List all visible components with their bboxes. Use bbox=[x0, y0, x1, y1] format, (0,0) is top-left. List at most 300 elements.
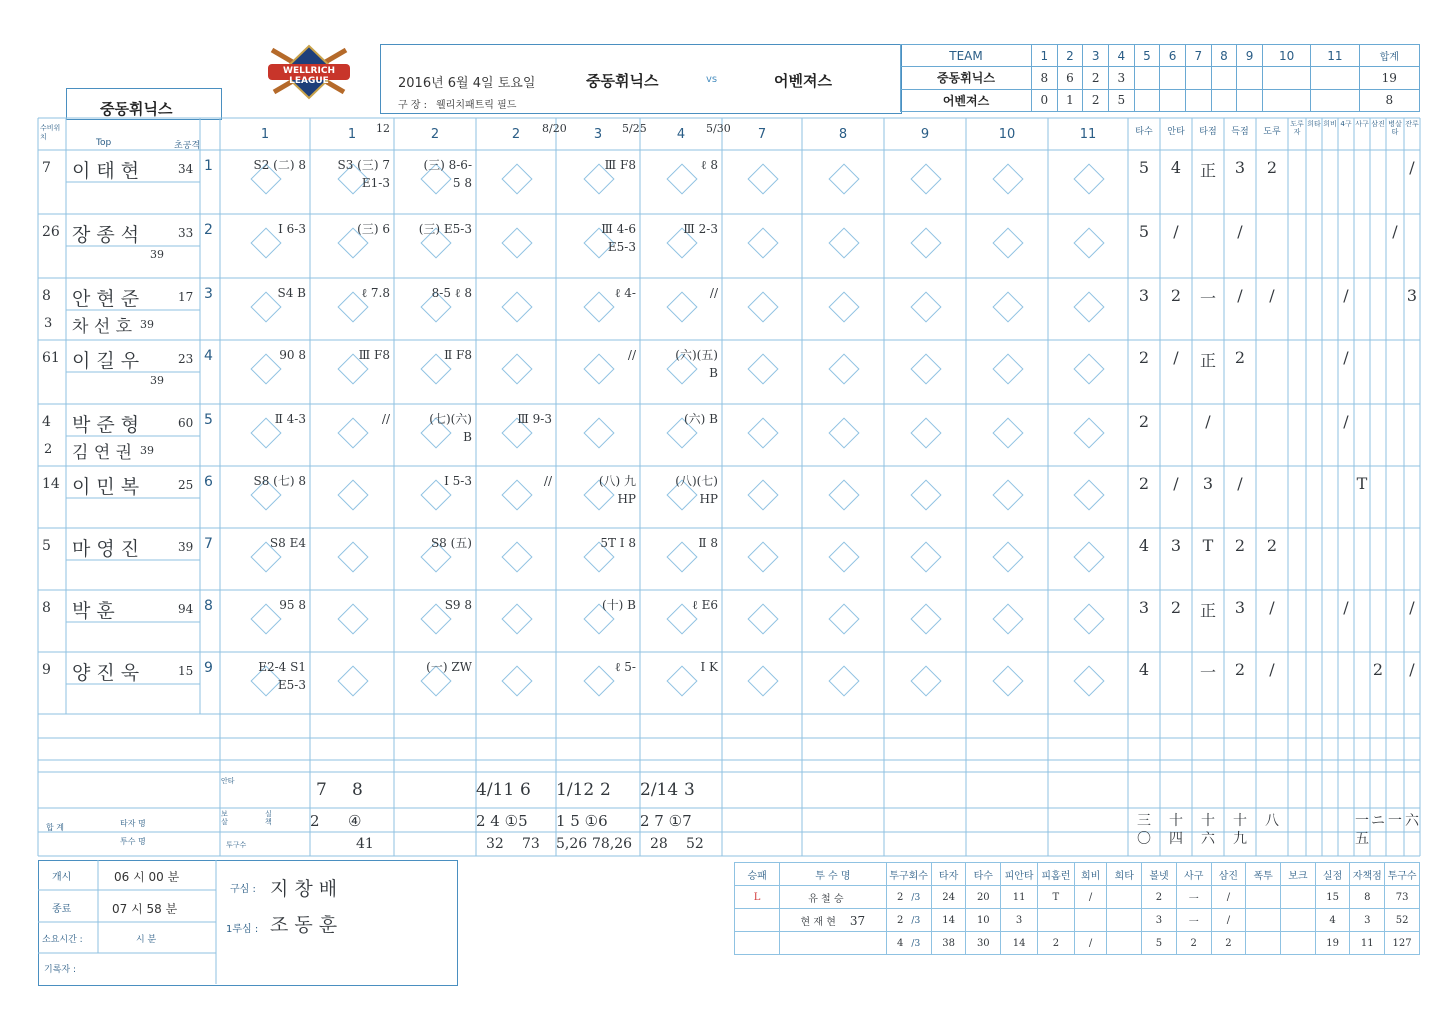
player-number: 15 bbox=[178, 664, 194, 678]
pitching-cell-result: L bbox=[735, 886, 780, 909]
player-name: 이 민 복 bbox=[72, 476, 140, 498]
substitute-name: 39 bbox=[150, 374, 164, 387]
player-stat: T bbox=[1202, 536, 1214, 555]
batting-order: 1 bbox=[204, 158, 213, 174]
pitching-cell-bk bbox=[1281, 932, 1316, 955]
player-stat: / bbox=[1173, 222, 1179, 241]
player-stat: / bbox=[1269, 660, 1275, 679]
inning-hits: 3 bbox=[684, 780, 695, 800]
batting-order: 8 bbox=[204, 598, 213, 614]
pitcher-name: 유 철 승 bbox=[808, 893, 844, 905]
pitching-cell-sf: / bbox=[1074, 886, 1107, 909]
inning-walks-errors: 1 5 ①6 bbox=[556, 812, 608, 830]
batting-order: 3 bbox=[204, 286, 213, 302]
inning-pitch-count: 73 bbox=[522, 836, 540, 852]
at-bat-result: Ⅰ 6-3 bbox=[278, 222, 306, 236]
pitching-cell-pc: 127 bbox=[1385, 932, 1420, 955]
hits-label: 안타 bbox=[221, 777, 235, 785]
pitching-header: 사구 bbox=[1176, 863, 1211, 886]
pitching-cell-bf: 38 bbox=[931, 932, 966, 955]
player-stat: / bbox=[1205, 412, 1211, 431]
player-name: 안 현 준 bbox=[72, 288, 140, 310]
at-bat-result: 90 8 bbox=[279, 348, 306, 362]
inning-hits: 2 bbox=[600, 780, 611, 800]
team-box-top: Top bbox=[96, 138, 112, 148]
batting-order: 5 bbox=[204, 412, 213, 428]
player-number: 34 bbox=[178, 162, 194, 176]
pitching-cell-innings bbox=[886, 909, 931, 932]
at-bat-result: 95 8 bbox=[279, 598, 306, 612]
player-position: 8 bbox=[42, 600, 51, 616]
player-stat: / bbox=[1409, 598, 1415, 617]
player-stat: 2 bbox=[1138, 348, 1150, 367]
score-team-home: 중동휘닉스 bbox=[901, 67, 1032, 89]
player-stat: 2 bbox=[1372, 660, 1384, 679]
stat-column-header: 4구 bbox=[1340, 120, 1352, 128]
player-name: 양 진 욱 bbox=[72, 662, 140, 684]
at-bat-result: Ⅰ 5-3 bbox=[444, 474, 472, 488]
player-stat: 2 bbox=[1170, 598, 1182, 617]
at-bat-result: ℓ 4- bbox=[614, 286, 636, 300]
at-bat-result: S9 8 bbox=[444, 598, 472, 612]
recorder-label: 기록자 : bbox=[44, 965, 76, 975]
player-position: 14 bbox=[42, 476, 60, 492]
at-bat-result: E2-4 S1 E5-3 bbox=[258, 660, 306, 692]
pitching-cell-bf: 14 bbox=[931, 909, 966, 932]
at-bat-result: Ⅰ K bbox=[700, 660, 718, 674]
player-stat: T bbox=[1356, 474, 1368, 493]
at-bat-result: (六)(五) B bbox=[675, 348, 718, 380]
pitching-cell-wp bbox=[1246, 886, 1281, 909]
at-bat-result: Ⅱ 8 bbox=[698, 536, 718, 550]
player-stat: 2 bbox=[1266, 536, 1278, 555]
inning-column-header: 2 bbox=[430, 127, 440, 142]
batting-order: 9 bbox=[204, 660, 213, 676]
walks-label: 보살 bbox=[221, 810, 228, 826]
at-bat-result: S8 (七) 8 bbox=[253, 474, 306, 488]
player-name: 이 길 우 bbox=[72, 350, 140, 372]
player-stat: 5 bbox=[1138, 222, 1150, 241]
inning-header: 4 bbox=[1108, 45, 1134, 67]
total-header: 합계 bbox=[1359, 45, 1419, 67]
start-label: 개시 bbox=[52, 872, 72, 883]
pitching-cell-sh bbox=[1107, 932, 1142, 955]
batting-order: 7 bbox=[204, 536, 213, 552]
pitching-header: 투 수 명 bbox=[780, 863, 886, 886]
score-cell: 2 bbox=[1083, 67, 1109, 89]
player-stat: 3 bbox=[1170, 536, 1182, 555]
score-total: 8 bbox=[1359, 89, 1419, 111]
batters-label: 타자 명 bbox=[120, 819, 146, 828]
inning-column-header: 1 bbox=[347, 127, 357, 142]
player-stat: / bbox=[1173, 474, 1179, 493]
inning-header: 8 bbox=[1211, 45, 1237, 67]
score-cell: 1 bbox=[1057, 89, 1083, 111]
at-bat-result: (三) E5-3 bbox=[418, 222, 472, 236]
inning-header: 7 bbox=[1185, 45, 1211, 67]
substitute-position: 3 bbox=[44, 316, 53, 331]
pitching-cell-er: 3 bbox=[1350, 909, 1385, 932]
pitching-table bbox=[734, 862, 1420, 955]
total-stat: 一五 bbox=[1355, 813, 1369, 847]
player-stat: 4 bbox=[1138, 536, 1150, 555]
substitute-number: 39 bbox=[140, 444, 154, 457]
stat-column-header: 삼진 bbox=[1371, 120, 1385, 128]
at-bat-result: Ⅲ F8 bbox=[604, 158, 636, 172]
player-stat: 正 bbox=[1199, 351, 1216, 370]
duration-label: 소요시간 : bbox=[42, 935, 83, 945]
pitching-cell-name bbox=[780, 909, 886, 932]
player-position: 61 bbox=[42, 350, 60, 366]
player-stat: 3 bbox=[1234, 598, 1246, 617]
total-stat: 一 bbox=[1388, 813, 1402, 829]
inning-header: 10 bbox=[1262, 45, 1310, 67]
at-bat-result: (十) B bbox=[602, 598, 636, 612]
pitching-cell-r: 4 bbox=[1315, 909, 1350, 932]
at-bat-result: Ⅱ F8 bbox=[444, 348, 472, 362]
player-stat: / bbox=[1392, 222, 1398, 241]
pitching-cell-bb: 5 bbox=[1142, 932, 1177, 955]
at-bat-result: 5T Ⅰ 8 bbox=[600, 536, 636, 550]
inning-column-header: 4 bbox=[676, 127, 686, 142]
team-box-attack: 초공격 bbox=[174, 141, 201, 151]
pitching-cell-so: / bbox=[1211, 909, 1246, 932]
player-position: 8 bbox=[42, 288, 51, 304]
end-time: 07 시 58 분 bbox=[112, 902, 178, 916]
start-time: 06 시 00 분 bbox=[114, 870, 180, 884]
pitching-header: 자책점 bbox=[1350, 863, 1385, 886]
player-stat: / bbox=[1343, 348, 1349, 367]
pitching-header: 삼진 bbox=[1211, 863, 1246, 886]
pitching-cell-er: 11 bbox=[1350, 932, 1385, 955]
inning-pitch-count: 32 bbox=[486, 836, 504, 852]
pitching-cell-sf bbox=[1074, 909, 1107, 932]
inning-header: 9 bbox=[1237, 45, 1263, 67]
player-position: 4 bbox=[42, 414, 51, 430]
pitching-cell-r: 15 bbox=[1315, 886, 1350, 909]
umpire-label: 구심 : bbox=[230, 884, 256, 895]
total-stat: 十 九 bbox=[1233, 813, 1247, 847]
batting-order: 2 bbox=[204, 222, 213, 238]
pitching-cell-result bbox=[735, 909, 780, 932]
pitching-cell-bb: 3 bbox=[1142, 909, 1177, 932]
inning-hits: 6 bbox=[520, 780, 531, 800]
player-stat: 3 bbox=[1234, 158, 1246, 177]
pitching-cell-wp bbox=[1246, 909, 1281, 932]
inning-pitch-count: 5,26 bbox=[556, 836, 588, 852]
at-bat-result: Ⅱ 4-3 bbox=[274, 412, 306, 426]
stat-column-header: 병살타 bbox=[1388, 120, 1402, 136]
pitching-header: 보크 bbox=[1281, 863, 1316, 886]
stat-column-header: 득점 bbox=[1231, 127, 1249, 137]
pitching-cell-sh bbox=[1107, 909, 1142, 932]
at-bat-result: Ⅲ 2-3 bbox=[683, 222, 718, 236]
away-team-name: 어벤져스 bbox=[774, 72, 832, 90]
pitching-cell-bb: 2 bbox=[1142, 886, 1177, 909]
pitcher-innings-fraction: /3 bbox=[911, 938, 921, 949]
pitching-cell-name bbox=[780, 886, 886, 909]
at-bat-result: (三) 6 bbox=[357, 222, 390, 236]
player-stat: 一 bbox=[1199, 663, 1216, 682]
at-bat-result: (七)(六) B bbox=[429, 412, 472, 444]
at-bat-result: S4 B bbox=[277, 286, 306, 300]
pitching-cell-so: 2 bbox=[1211, 932, 1246, 955]
inning-note: 12 bbox=[376, 122, 390, 135]
player-stat: / bbox=[1269, 598, 1275, 617]
inning-pitch-count: 52 bbox=[686, 836, 704, 852]
home-team-name: 중동휘닉스 bbox=[586, 72, 659, 90]
duration-value: 시 분 bbox=[136, 935, 157, 945]
at-bat-result: // bbox=[381, 412, 390, 426]
pitcher-name: 현 재 현 bbox=[800, 916, 836, 928]
player-name: 장 종 석 bbox=[72, 224, 140, 246]
player-number: 17 bbox=[178, 290, 194, 304]
player-stat: 一 bbox=[1199, 289, 1216, 308]
logo-text: WELLRICH LEAGUE bbox=[283, 66, 335, 86]
at-bat-result: (三) 8-6-5 8 bbox=[423, 158, 472, 190]
pitching-cell-bf: 24 bbox=[931, 886, 966, 909]
pitcher-innings: 2 bbox=[897, 914, 904, 926]
score-cell: 6 bbox=[1057, 67, 1083, 89]
pitcher-innings: 4 bbox=[897, 937, 904, 949]
inning-pitch-count: 78,26 bbox=[592, 836, 633, 852]
player-stat: 2 bbox=[1234, 536, 1246, 555]
pitching-header: 피안타 bbox=[1001, 863, 1038, 886]
inning-header: 5 bbox=[1134, 45, 1160, 67]
pitching-cell-hbp: 2 bbox=[1176, 932, 1211, 955]
at-bat-result: (八)(七) HP bbox=[675, 474, 718, 506]
inning-column-header: 7 bbox=[757, 127, 767, 142]
stat-column-header: 타점 bbox=[1199, 127, 1217, 137]
player-stat: 2 bbox=[1138, 412, 1150, 431]
score-cell: 2 bbox=[1083, 89, 1109, 111]
pitching-cell-name bbox=[780, 932, 886, 955]
score-cell: 0 bbox=[1032, 89, 1058, 111]
pitcher-innings: 2 bbox=[897, 891, 904, 903]
inning-hits: 7 bbox=[316, 780, 327, 800]
inning-header: 6 bbox=[1160, 45, 1186, 67]
stat-column-header: 희비 bbox=[1323, 120, 1337, 128]
first-base-label: 1루심 : bbox=[226, 924, 259, 935]
player-number: 33 bbox=[178, 226, 194, 240]
venue-label: 구 장 : bbox=[398, 100, 428, 111]
pitching-header: 타수 bbox=[966, 863, 1001, 886]
stat-column-header: 잔루 bbox=[1405, 120, 1419, 128]
at-bat-result: Ⅲ 9-3 bbox=[517, 412, 552, 426]
player-number: 25 bbox=[178, 478, 194, 492]
pitch-count-label: 투구수 bbox=[226, 841, 247, 849]
pitching-cell-ab: 30 bbox=[966, 932, 1001, 955]
inning-column-header: 2 bbox=[511, 127, 521, 142]
umpire-name: 지 창 배 bbox=[270, 878, 338, 900]
pitching-cell-hbp: 一 bbox=[1176, 886, 1211, 909]
inning-pitch-count: 28 bbox=[650, 836, 668, 852]
total-stat: 十 四 bbox=[1169, 813, 1183, 847]
pitching-cell-hr: 2 bbox=[1037, 932, 1074, 955]
pitcher-innings-fraction: /3 bbox=[911, 892, 921, 903]
player-stat: / bbox=[1409, 158, 1415, 177]
pitching-cell-ab: 20 bbox=[966, 886, 1001, 909]
substitute-position: 2 bbox=[44, 442, 53, 457]
game-date: 2016년 6월 4일 토요일 bbox=[398, 76, 536, 91]
substitute-name: 김 연 권 bbox=[72, 443, 133, 463]
pitcher-innings-fraction: /3 bbox=[911, 915, 921, 926]
pitching-cell-hr: T bbox=[1037, 886, 1074, 909]
first-base-umpire: 조 동 훈 bbox=[270, 914, 338, 936]
at-bat-result: ℓ 7.8 bbox=[361, 286, 390, 300]
errors-label: 실책 bbox=[265, 810, 272, 826]
player-stat: 3 bbox=[1202, 474, 1214, 493]
at-bat-result: 8-5 ℓ 8 bbox=[431, 286, 472, 300]
pitching-cell-hr bbox=[1037, 909, 1074, 932]
pitching-header: 볼넷 bbox=[1142, 863, 1177, 886]
score-team-away: 어벤져스 bbox=[901, 89, 1032, 111]
inning-column-header: 8 bbox=[838, 127, 848, 142]
player-stat: 2 bbox=[1234, 660, 1246, 679]
stat-column-header: 도루 bbox=[1263, 127, 1281, 137]
player-stat: / bbox=[1409, 660, 1415, 679]
pitcher-number: 37 bbox=[849, 913, 866, 928]
total-stat: 三 〇 bbox=[1137, 813, 1151, 847]
inning-note: 5/30 bbox=[706, 122, 731, 135]
end-label: 종료 bbox=[52, 904, 72, 915]
total-stat: 十 六 bbox=[1201, 813, 1215, 847]
inning-walks-errors: 2 bbox=[310, 812, 320, 830]
inning-walks-errors: ④ bbox=[348, 812, 362, 830]
at-bat-result: S2 (二) 8 bbox=[253, 158, 306, 172]
at-bat-result: Ⅲ 4-6 E5-3 bbox=[601, 222, 636, 254]
at-bat-result: (一) ZW bbox=[426, 660, 472, 674]
player-name: 마 영 진 bbox=[72, 538, 140, 560]
at-bat-result: S3 (三) 7 E1-3 bbox=[337, 158, 390, 190]
team-box-name: 중동휘닉스 bbox=[100, 100, 173, 118]
player-number: 60 bbox=[178, 416, 194, 430]
pitching-header: 폭투 bbox=[1246, 863, 1281, 886]
pitching-cell-innings bbox=[886, 932, 931, 955]
pitching-header: 실점 bbox=[1315, 863, 1350, 886]
player-stat: 2 bbox=[1170, 286, 1182, 305]
pitching-cell-so: / bbox=[1211, 886, 1246, 909]
inning-pitch-count: 41 bbox=[356, 836, 374, 852]
at-bat-result: S8 E4 bbox=[269, 536, 306, 550]
player-stat: / bbox=[1343, 286, 1349, 305]
at-bat-result: (六) B bbox=[684, 412, 718, 426]
pitching-cell-sh bbox=[1107, 886, 1142, 909]
substitute-name: 39 bbox=[150, 248, 164, 261]
pitching-cell-er: 8 bbox=[1350, 886, 1385, 909]
inning-column-header: 10 bbox=[998, 127, 1016, 142]
pitching-cell-pc: 73 bbox=[1385, 886, 1420, 909]
pitching-cell-h: 14 bbox=[1001, 932, 1038, 955]
player-stat: 2 bbox=[1266, 158, 1278, 177]
player-number: 39 bbox=[178, 540, 194, 554]
score-cell: 5 bbox=[1108, 89, 1134, 111]
player-stat: 2 bbox=[1234, 348, 1246, 367]
player-stat: / bbox=[1269, 286, 1275, 305]
inning-walks-errors: 2 4 ①5 bbox=[476, 812, 528, 830]
pitching-cell-sf: / bbox=[1074, 932, 1107, 955]
player-stat: / bbox=[1237, 286, 1243, 305]
player-stat: 3 bbox=[1138, 598, 1150, 617]
substitute-name: 차 선 호 bbox=[72, 317, 133, 337]
player-stat: / bbox=[1343, 598, 1349, 617]
pitching-cell-h: 11 bbox=[1001, 886, 1038, 909]
total-stat: ニ bbox=[1371, 813, 1385, 829]
player-number: 23 bbox=[178, 352, 194, 366]
pitching-cell-h: 3 bbox=[1001, 909, 1038, 932]
score-cell: 8 bbox=[1032, 67, 1058, 89]
player-stat: 5 bbox=[1138, 158, 1150, 177]
player-name: 박 훈 bbox=[72, 600, 115, 622]
stat-column-header: 희타 bbox=[1307, 120, 1321, 128]
pitching-header: 타자 bbox=[931, 863, 966, 886]
pitching-header: 피홈런 bbox=[1037, 863, 1074, 886]
inning-header: 2 bbox=[1057, 45, 1083, 67]
vs-label: vs bbox=[706, 74, 718, 85]
pitching-cell-pc: 52 bbox=[1385, 909, 1420, 932]
pitching-header: 투구수 bbox=[1385, 863, 1420, 886]
stat-column-header: 도루자 bbox=[1290, 120, 1304, 136]
player-stat: / bbox=[1343, 412, 1349, 431]
pitching-cell-ab: 10 bbox=[966, 909, 1001, 932]
inning-note: 5/25 bbox=[622, 122, 647, 135]
player-name: 박 준 형 bbox=[72, 414, 140, 436]
at-bat-result: ℓ 5- bbox=[614, 660, 636, 674]
at-bat-result: ℓ 8 bbox=[700, 158, 718, 172]
player-stat: 4 bbox=[1138, 660, 1150, 679]
at-bat-result: ℓ E6 bbox=[692, 598, 718, 612]
at-bat-result: // bbox=[543, 474, 552, 488]
player-stat: 3 bbox=[1406, 286, 1418, 305]
inning-hits: 4/11 bbox=[476, 780, 515, 800]
pitching-cell-result bbox=[735, 932, 780, 955]
pitching-cell-bk bbox=[1281, 886, 1316, 909]
venue-name: 웰리치패트릭 필드 bbox=[436, 100, 517, 111]
player-position: 5 bbox=[42, 538, 51, 554]
score-cell: 3 bbox=[1108, 67, 1134, 89]
inning-header: 3 bbox=[1083, 45, 1109, 67]
player-name: 이 태 현 bbox=[72, 160, 140, 182]
player-stat: / bbox=[1237, 222, 1243, 241]
player-position: 9 bbox=[42, 662, 51, 678]
total-stat: 六 bbox=[1405, 813, 1419, 829]
inning-walks-errors: 2 7 ①7 bbox=[640, 812, 692, 830]
inning-column-header: 1 bbox=[260, 127, 270, 142]
stat-column-header: 타수 bbox=[1135, 127, 1153, 137]
stat-column-header: 사구 bbox=[1355, 120, 1369, 128]
team-label: TEAM bbox=[901, 45, 1032, 67]
inning-hits: 1/12 bbox=[556, 780, 595, 800]
player-stat: / bbox=[1173, 348, 1179, 367]
player-stat: 3 bbox=[1138, 286, 1150, 305]
substitute-number: 39 bbox=[140, 318, 154, 331]
player-stat: 正 bbox=[1199, 601, 1216, 620]
inning-column-header: 3 bbox=[593, 127, 603, 142]
at-bat-result: Ⅲ F8 bbox=[358, 348, 390, 362]
inning-column-header: 9 bbox=[920, 127, 930, 142]
sum-label: 합 계 bbox=[46, 823, 64, 832]
batting-order: 4 bbox=[204, 348, 213, 364]
pitching-header: 승패 bbox=[735, 863, 780, 886]
pitching-cell-bk bbox=[1281, 909, 1316, 932]
score-total: 19 bbox=[1359, 67, 1419, 89]
inning-header: 1 bbox=[1032, 45, 1058, 67]
pitching-header: 희타 bbox=[1107, 863, 1142, 886]
total-stat: 八 bbox=[1265, 813, 1279, 829]
pitching-header: 투구회수 bbox=[886, 863, 931, 886]
at-bat-result: // bbox=[627, 348, 636, 362]
player-stat: 正 bbox=[1199, 161, 1216, 180]
